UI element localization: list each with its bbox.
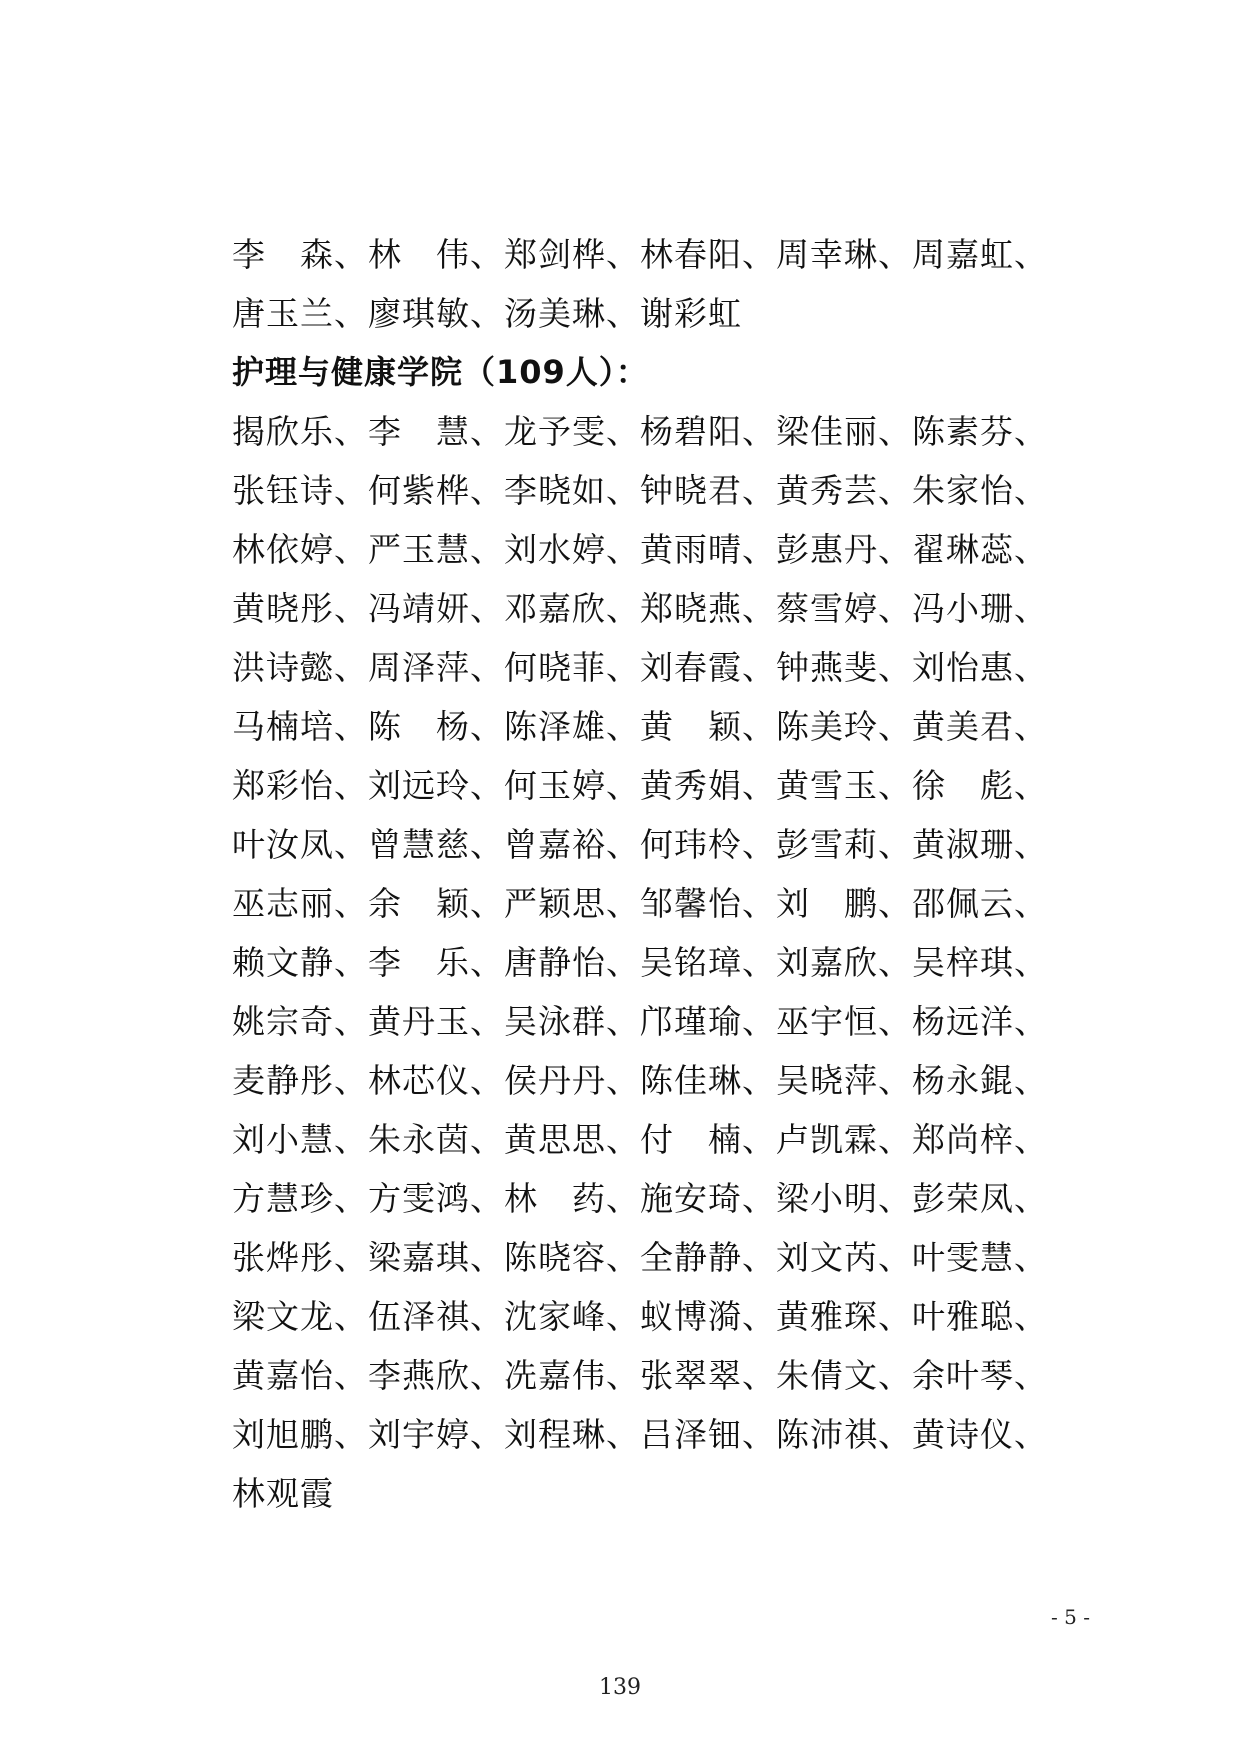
- name-list-line: 林观霞: [232, 1474, 334, 1513]
- name-list-line: 刘旭鹏、刘宇婷、刘程琳、吕泽钿、陈沛祺、黄诗仪、: [232, 1415, 1048, 1454]
- name-list-line: 方慧珍、方雯鸿、林 药、施安琦、梁小明、彭荣凤、: [232, 1179, 1048, 1218]
- name-list-line: 姚宗奇、黄丹玉、吴泳群、邝瑾瑜、巫宇恒、杨远洋、: [232, 1002, 1048, 1041]
- page-number-local: - 5 -: [1051, 1605, 1090, 1629]
- name-list-line: 梁文龙、伍泽祺、沈家峰、蚁博漪、黄雅琛、叶雅聪、: [232, 1297, 1048, 1336]
- name-list-line: 黄嘉怡、李燕欣、冼嘉伟、张翠翠、朱倩文、余叶琴、: [232, 1356, 1048, 1395]
- page-number-global: 139: [599, 1675, 641, 1700]
- name-list-line: 李 森、林 伟、郑剑桦、林春阳、周幸琳、周嘉虹、: [232, 235, 1048, 274]
- name-list-line: 郑彩怡、刘远玲、何玉婷、黄秀娟、黄雪玉、徐 彪、: [232, 766, 1048, 805]
- name-list-line: 揭欣乐、李 慧、龙予雯、杨碧阳、梁佳丽、陈素芬、: [232, 412, 1048, 451]
- document-body: [232, 225, 1048, 1523]
- name-list-line: 黄晓彤、冯靖妍、邓嘉欣、郑晓燕、蔡雪婷、冯小珊、: [232, 589, 1048, 628]
- name-list-line: 唐玉兰、廖琪敏、汤美琳、谢彩虹: [232, 294, 742, 333]
- section-heading: 护理与健康学院（109人）：: [232, 353, 649, 391]
- name-list-line: 洪诗懿、周泽萍、何晓菲、刘春霞、钟燕斐、刘怡惠、: [232, 648, 1048, 687]
- name-list-line: 马楠培、陈 杨、陈泽雄、黄 颖、陈美玲、黄美君、: [232, 707, 1048, 746]
- name-list-line: 张烨彤、梁嘉琪、陈晓容、全静静、刘文芮、叶雯慧、: [232, 1238, 1048, 1277]
- name-list-line: 麦静彤、林芯仪、侯丹丹、陈佳琳、吴晓萍、杨永錕、: [232, 1061, 1048, 1100]
- name-list-line: 林依婷、严玉慧、刘水婷、黄雨晴、彭惠丹、翟琳蕊、: [232, 530, 1048, 569]
- name-list-line: 巫志丽、余 颖、严颖思、邹馨怡、刘 鹏、邵佩云、: [232, 884, 1048, 923]
- name-list-line: 赖文静、李 乐、唐静怡、吴铭璋、刘嘉欣、吴梓琪、: [232, 943, 1048, 982]
- name-list-line: 张钰诗、何紫桦、李晓如、钟晓君、黄秀芸、朱家怡、: [232, 471, 1048, 510]
- name-list-line: 叶汝凤、曾慧慈、曾嘉裕、何玮柃、彭雪莉、黄淑珊、: [232, 825, 1048, 864]
- name-list-line: 刘小慧、朱永茵、黄思思、付 楠、卢凯霖、郑尚梓、: [232, 1120, 1048, 1159]
